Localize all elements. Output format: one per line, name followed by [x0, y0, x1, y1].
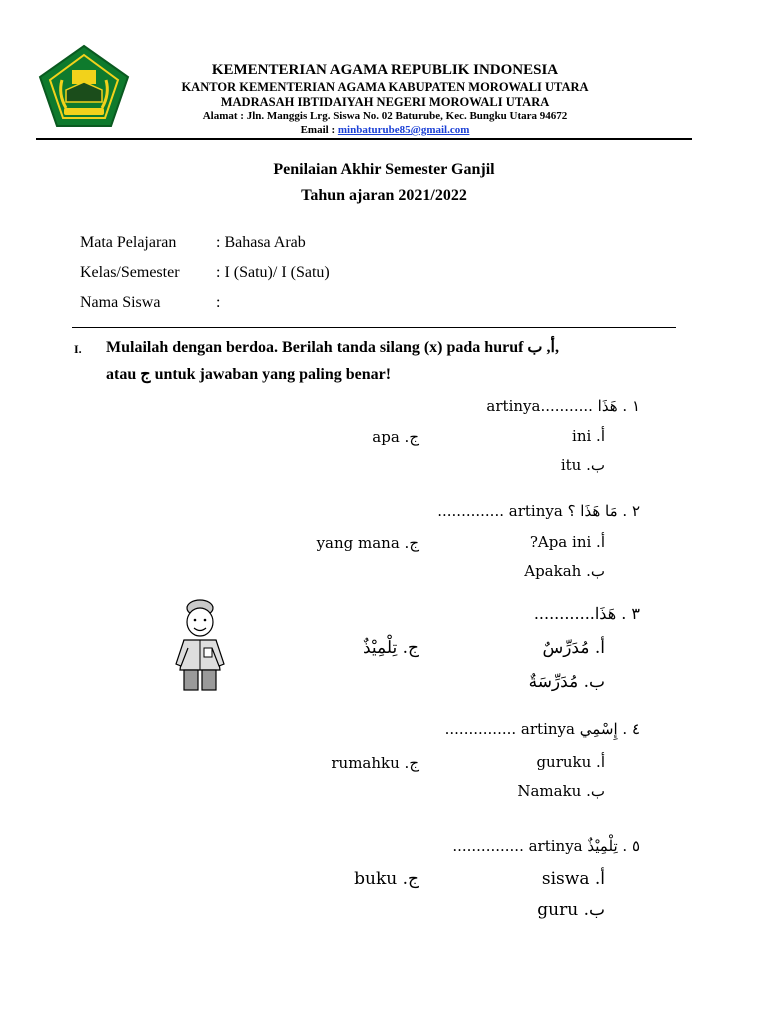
question-2-stem: ٢ . مَا هَذَا ؟ artinya .............. — [437, 502, 640, 520]
question-1-stem: ١ . هَذَا ...........artinya — [486, 397, 640, 415]
question-1-option-c[interactable]: ج. apa — [372, 428, 419, 446]
question-2-option-c[interactable]: ج. yang mana — [316, 534, 419, 552]
info-divider — [72, 327, 676, 328]
question-3-option-b[interactable]: ب. مُدَرِّسَةٌ — [528, 672, 605, 692]
header-divider — [36, 138, 692, 140]
info-value-class: : I (Satu)/ I (Satu) — [216, 264, 330, 281]
question-2-option-b[interactable]: ب. Apakah — [524, 562, 605, 580]
question-4-option-a[interactable]: أ. guruku — [536, 753, 605, 771]
info-value-subject: : Bahasa Arab — [216, 234, 306, 251]
question-5-stem: ٥ . تِلْمِيْذٌ artinya ............... — [452, 837, 640, 855]
email-label: Email : — [300, 124, 336, 136]
info-label-class: Kelas/Semester — [80, 264, 180, 281]
student-illustration — [170, 598, 230, 692]
header-address: Alamat : Jln. Manggis Lrg. Siswa No. 02 Baturube, Kec. Bungku Utara 94672 — [202, 110, 568, 122]
question-1-option-b[interactable]: ب. itu — [560, 456, 605, 474]
info-label-name: Nama Siswa — [80, 294, 161, 311]
question-5-option-b[interactable]: ب. guru — [537, 900, 605, 920]
section-number: I. — [74, 342, 82, 356]
info-value-name: : — [216, 294, 221, 311]
question-5-option-c[interactable]: ج. buku — [354, 869, 419, 889]
info-label-subject: Mata Pelajaran — [80, 234, 177, 251]
instruction-line-2: atau ج untuk jawaban yang paling benar! — [106, 366, 392, 383]
header-email-line — [120, 124, 650, 136]
email-link[interactable]: minbaturube85@gmail.com — [337, 124, 470, 136]
question-5-option-a[interactable]: أ. siswa — [541, 869, 605, 889]
ministry-logo — [38, 44, 130, 128]
header-school: MADRASAH IBTIDAIYAH NEGERI MOROWALI UTARA — [220, 95, 550, 109]
question-3-stem: ٣ . هَذَا............ — [533, 604, 640, 623]
academic-year: Tahun ajaran 2021/2022 — [301, 187, 467, 204]
question-3-option-c[interactable]: ج. تِلْمِيْذٌ — [362, 638, 419, 658]
header-ministry: KEMENTERIAN AGAMA REPUBLIK INDONESIA — [211, 62, 559, 78]
question-1-option-a[interactable]: أ. ini — [572, 427, 605, 445]
question-2-option-a[interactable]: أ. Apa ini? — [529, 533, 605, 551]
question-3-option-a[interactable]: أ. مُدَرِّسٌ — [542, 638, 605, 658]
header-office: KANTOR KEMENTERIAN AGAMA KABUPATEN MOROWALI UTARA — [181, 80, 589, 94]
instruction-line-1: Mulailah dengan berdoa. Berilah tanda silang (x) pada huruf أ, ب, — [106, 339, 559, 356]
question-4-option-b[interactable]: ب. Namaku — [517, 782, 605, 800]
exam-title: Penilaian Akhir Semester Ganjil — [273, 161, 495, 178]
question-4-option-c[interactable]: ج. rumahku — [331, 754, 419, 772]
question-4-stem: ٤ . إِسْمِي artinya ............... — [444, 720, 640, 738]
